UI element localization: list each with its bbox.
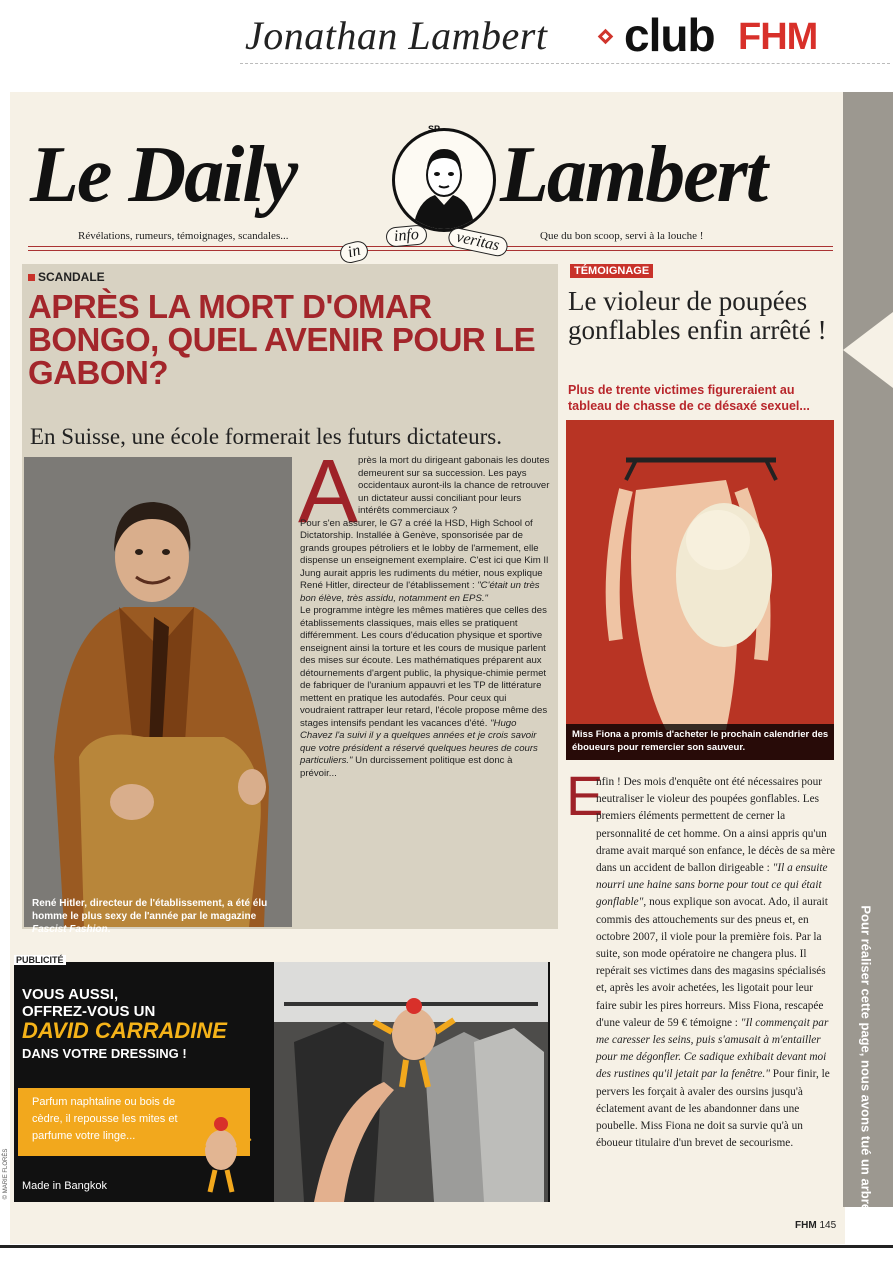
ad-wardrobe-photo: [274, 962, 548, 1202]
right-article-kicker: TÉMOIGNAGE: [570, 264, 653, 278]
ad-product-name: DAVID CARRADINE: [22, 1018, 227, 1043]
bottom-rule: [0, 1245, 893, 1248]
ad-tagline: DANS VOTRE DRESSING !: [22, 1046, 187, 1061]
header-divider: [240, 63, 890, 64]
sidebar-vertical-text: Pour réaliser cette page, nous avons tué un arbre.: [858, 905, 874, 1215]
header-fhm-logo: FHM: [738, 16, 818, 58]
sidebar-notch: [843, 312, 893, 388]
body-paragraph: près la mort du dirigeant gabonais les doutes demeurent sur sa succession. Les pays occidentaux auront-ils la chance de retrouver un dictateur aussi conciliant pour leurs intérêts commerciaux ?: [358, 455, 550, 516]
director-photo: [24, 457, 292, 927]
body-paragraph: Le programme intègre les mêmes matières que celles des établissements classiques, mais elles se pratiquent différemment. Les cours d'éducation physique et sportive enseignent ainsi la torture et les cours de musique parlent des mises sur écoute. Les mathématiques préparent aux détournements d'argent public, la physique-chimie permet de fabriquer de l'uranium appauvri et les TP de littérature mettent en pratique les autodafés. Pour ceux qui voudraient rattraper leur retard, l'école propose même des stages intensifs pendant les vacances d'été. "Hugo Chavez l'a suivi il y a quelques années et je crois savoir que votre président a réservé quelques heures de cours particuliers." Un durcissement politique est donc à prévoir...: [300, 605, 548, 779]
dropcap-letter: A: [298, 442, 359, 542]
left-article-kicker: SCANDALE: [38, 270, 105, 284]
doll-photo-caption: Miss Fiona a promis d'acheter le prochain calendrier des éboueurs pour remercier son sauveur.: [566, 724, 834, 760]
dropcap-letter: E: [566, 764, 604, 827]
motto-word: info: [385, 224, 427, 247]
left-article-headline: APRÈS LA MORT D'OMAR BONGO, QUEL AVENIR POUR LE GABON?: [28, 288, 536, 391]
masthead-motto-banner: [340, 218, 526, 266]
diamond-icon: [598, 29, 614, 45]
header-club-logo: club: [624, 9, 715, 61]
page-folio: FHM 145: [795, 1220, 837, 1231]
left-article-body: [300, 455, 550, 780]
body-paragraph: nfin ! Des mois d'enquête ont été nécessaires pour neutraliser le violeur des poupées gonflables. Les premiers éléments permettent de cerner la personnalité de cet homme. On a ainsi appris qu'un drame avait marqué son enfance, le décès de sa mère dans un accident de ballon dirigeable : "Il a ensuite nourri une haine sans borne pour tout ce qui était gonflable", nous explique son avocat. Ado, il aurait commis des attouchements sur des pneus et, en octobre 2007, il viole pour la première fois. Par la suite, son mode opératoire ne changera plus. Il repérait ses victimes dans des magasins spécialisés et, après les avoir achetées, les ligotait pour leur faire subir les pires horreurs. Miss Fiona, rescapée d'une valeur de 59 € témoigne : "Il commençait par me caresser les seins, puis s'amusait à m'entailler pour me dégonfler. Ce sadique exhibait devant moi des rustines qu'il jetait par la fenêtre." Pour finir, le pervers les forçait à avaler des oursins jusqu'à éclatement avant de les abandonner dans une poubelle. Miss Fiona ne doit sa survie qu'à un éboueur titulaire d'un brevet de secourisme.: [596, 776, 835, 1150]
photo-credit: © MARIE FLORÈS: [3, 1148, 9, 1200]
kicker-square-icon: [28, 274, 35, 281]
body-paragraph: Pour s'en assurer, le G7 a créé la HSD, High School of Dictatorship. Installée à Genève, sponsorisée par de grands groupes pétroliers et le lobby de l'armement, elle dispense un enseignement exemplaire. C'est ici que Kim Il Jung aurait appris les rudiments du métier, nous explique René Hitler, directeur de l'établissement : "C'était un très bon élève, très assidu, notamment en EPS.": [300, 517, 549, 604]
right-article-title: Le violeur de poupées gonflables enfin arrêté !: [568, 286, 827, 345]
left-article-subhead: En Suisse, une école formerait les futurs dictateurs.: [30, 424, 502, 449]
motto-word: veritas: [447, 226, 509, 258]
director-photo-caption: René Hitler, directeur de l'établissement, a été élu homme le plus sexy de l'année par le magazine Fascist Fashion.: [32, 898, 268, 935]
motto-word: in: [338, 239, 370, 265]
masthead-title-left: Le Daily: [30, 131, 297, 219]
ad-label: PUBLICITÉ: [16, 955, 64, 965]
masthead-tagline-right: Que du bon scoop, servi à la louche !: [540, 230, 704, 242]
masthead-tagline-left: Révélations, rumeurs, témoignages, scandales...: [78, 230, 289, 242]
header-name: Jonathan Lambert: [245, 13, 548, 58]
masthead-title-right: Lambert: [500, 131, 766, 219]
ad-description: Parfum naphtaline ou bois de cèdre, il repousse les mites et parfume votre linge...: [32, 1096, 178, 1142]
masthead-portrait-image: [392, 128, 496, 232]
right-article-body: [566, 774, 836, 1152]
doll-photo: [566, 420, 834, 760]
air-freshener-icon: [188, 1110, 254, 1196]
ad-headline: VOUS AUSSI, OFFREZ-VOUS UN: [22, 986, 156, 1020]
ad-footer: Made in Bangkok: [22, 1180, 107, 1192]
right-article-dek: Plus de trente victimes figureraient au tableau de chasse de ce désaxé sexuel...: [568, 383, 810, 413]
masthead-seal: SP: [428, 124, 441, 134]
